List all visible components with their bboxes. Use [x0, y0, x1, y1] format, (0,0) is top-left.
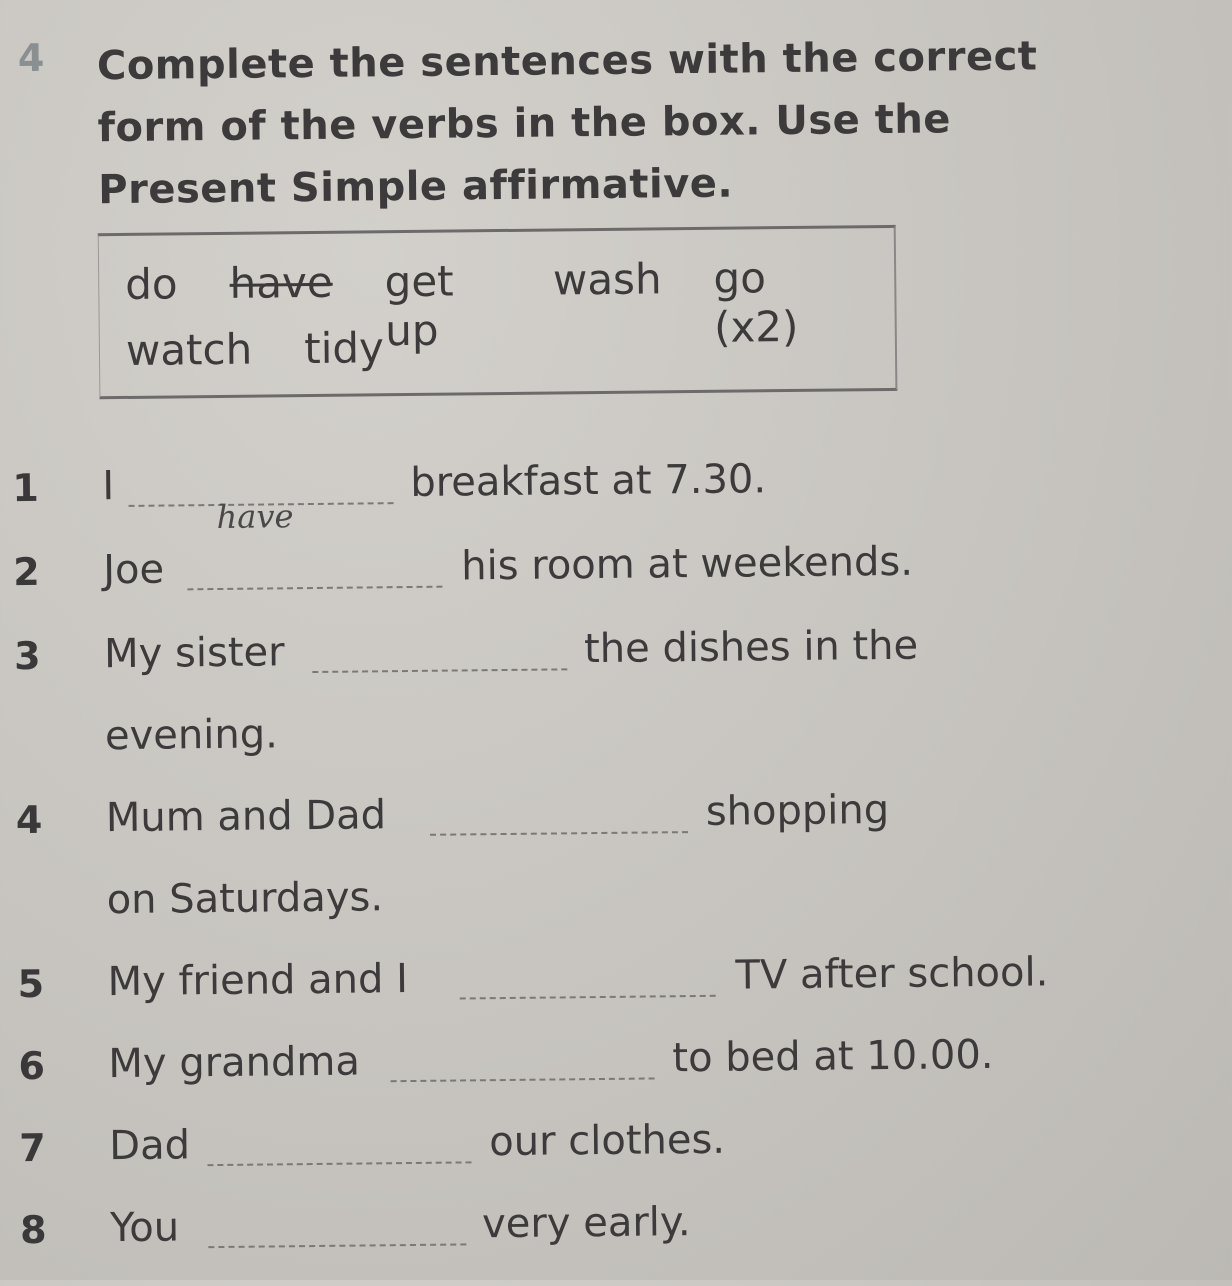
sentence-2 [0, 529, 1232, 602]
exercise-instructions: Complete the sentences with the correct form of the verbs in the box. Use the Present Simple affirmative. [96, 33, 1038, 214]
sentence-1 [0, 445, 1231, 537]
sentence-number: 8 [19, 1207, 47, 1253]
sentence-ending: to bed at 10.00. [672, 1031, 994, 1082]
word-have-struck: have [229, 257, 333, 308]
sentence-5 [3, 941, 1232, 1014]
sentence-number: 2 [13, 549, 40, 595]
sentence-3-continuation [1, 695, 1232, 768]
sentence-ending: TV after school. [735, 949, 1049, 999]
sentence-number: 6 [18, 1043, 46, 1089]
sentence-4 [2, 777, 1232, 850]
word-get-up: get up [384, 256, 454, 356]
answer-blank[interactable] [391, 1077, 655, 1082]
sentence-number: 7 [19, 1125, 46, 1171]
sentence-number: 5 [17, 961, 45, 1007]
handwritten-answer: have [216, 497, 294, 537]
answer-blank[interactable] [312, 668, 567, 673]
sentence-ending: very early. [481, 1199, 691, 1248]
sentence-ending: his room at weekends. [460, 538, 914, 590]
sentence-subject: You [109, 1204, 180, 1252]
sentence-subject: Mum and Dad [105, 792, 387, 842]
answer-blank[interactable] [460, 995, 716, 1000]
sentence-subject: I [102, 463, 115, 510]
sentence-subject: My friend and I [107, 956, 409, 1006]
sentence-ending: our clothes. [489, 1116, 726, 1166]
sentence-8 [6, 1187, 1232, 1260]
sentence-6 [4, 1023, 1232, 1096]
sentence-ending: shopping [705, 786, 890, 835]
sentence-number: 4 [15, 797, 43, 843]
answer-blank[interactable] [187, 586, 442, 591]
word-watch: watch [125, 324, 253, 375]
sentence-number: 1 [12, 465, 40, 511]
word-tidy: tidy [303, 323, 385, 374]
sentence-4-continuation [2, 859, 1232, 932]
sentence-subject: Dad [109, 1122, 191, 1170]
answer-blank[interactable] [129, 497, 394, 537]
sentence-3 [0, 613, 1232, 686]
sentence-7 [5, 1105, 1232, 1178]
answer-blank[interactable] [430, 831, 688, 836]
answer-blank[interactable] [208, 1243, 466, 1248]
sentence-subject: My sister [103, 629, 285, 678]
word-go: go (x2) [713, 253, 799, 352]
verb-word-box [98, 225, 898, 399]
word-do: do [124, 259, 178, 309]
sentence-number: 3 [13, 633, 41, 679]
word-wash: wash [552, 254, 662, 305]
sentence-ending: breakfast at 7.30. [410, 456, 767, 506]
exercise-number: 4 [17, 35, 45, 81]
sentence-ending: the dishes in the [583, 622, 919, 673]
word-box-row-2 [126, 323, 436, 375]
sentence-subject: My grandma [108, 1038, 361, 1088]
sentence-continuation: on Saturdays. [106, 874, 384, 924]
sentence-continuation: evening. [104, 711, 279, 760]
answer-blank[interactable] [207, 1161, 471, 1166]
sentence-subject: Joe [103, 546, 165, 594]
